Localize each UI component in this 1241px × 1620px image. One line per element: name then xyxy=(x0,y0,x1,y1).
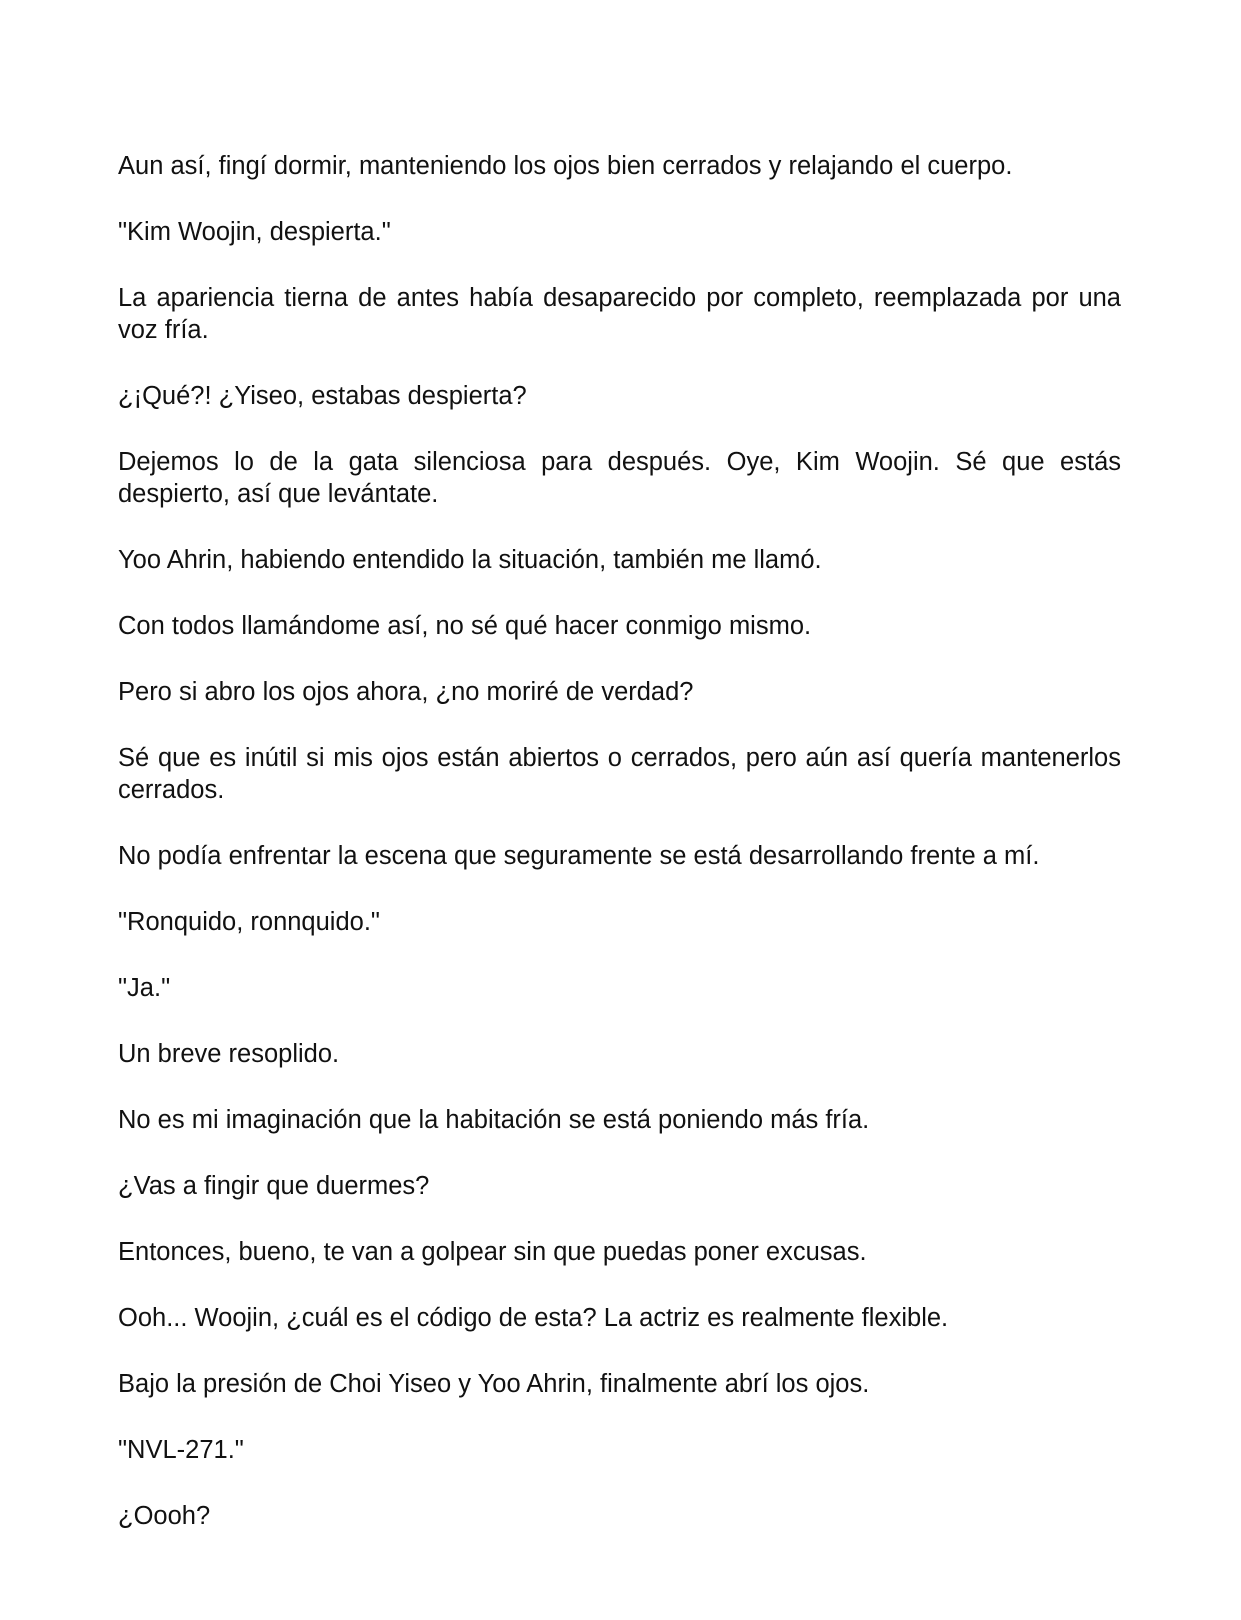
paragraph: Sé que es inútil si mis ojos están abiertos o cerrados, pero aún así quería mantenerlos cerrados. xyxy=(118,744,1121,804)
body-text xyxy=(118,150,1121,1566)
paragraph: "Kim Woojin, despierta." xyxy=(118,218,391,246)
paragraph: Un breve resoplido. xyxy=(118,1040,340,1068)
paragraph: "NVL-271." xyxy=(118,1436,244,1464)
paragraph: ¿¡Qué?! ¿Yiseo, estabas despierta? xyxy=(118,382,527,410)
paragraph: "Ja." xyxy=(118,974,171,1002)
paragraph: No es mi imaginación que la habitación se está poniendo más fría. xyxy=(118,1106,870,1134)
paragraph: La apariencia tierna de antes había desaparecido por completo, reemplazada por una voz fría. xyxy=(118,284,1121,344)
paragraph: Aun así, fingí dormir, manteniendo los ojos bien cerrados y relajando el cuerpo. xyxy=(118,152,1013,180)
paragraph: "Ronquido, ronnquido." xyxy=(118,908,380,936)
paragraph: No podía enfrentar la escena que seguramente se está desarrollando frente a mí. xyxy=(118,842,1040,870)
paragraph: Pero si abro los ojos ahora, ¿no moriré de verdad? xyxy=(118,678,694,706)
paragraph: Yoo Ahrin, habiendo entendido la situación, también me llamó. xyxy=(118,546,822,574)
paragraph: Bajo la presión de Choi Yiseo y Yoo Ahrin, finalmente abrí los ojos. xyxy=(118,1370,870,1398)
paragraph: ¿Vas a fingir que duermes? xyxy=(118,1172,430,1200)
paragraph: Con todos llamándome así, no sé qué hacer conmigo mismo. xyxy=(118,612,812,640)
paragraph: Dejemos lo de la gata silenciosa para después. Oye, Kim Woojin. Sé que estás despierto, así que levántate. xyxy=(118,448,1121,508)
paragraph: Entonces, bueno, te van a golpear sin que puedas poner excusas. xyxy=(118,1238,867,1266)
paragraph: Ooh... Woojin, ¿cuál es el código de esta? La actriz es realmente flexible. xyxy=(118,1304,949,1332)
paragraph: ¿Oooh? xyxy=(118,1502,211,1530)
